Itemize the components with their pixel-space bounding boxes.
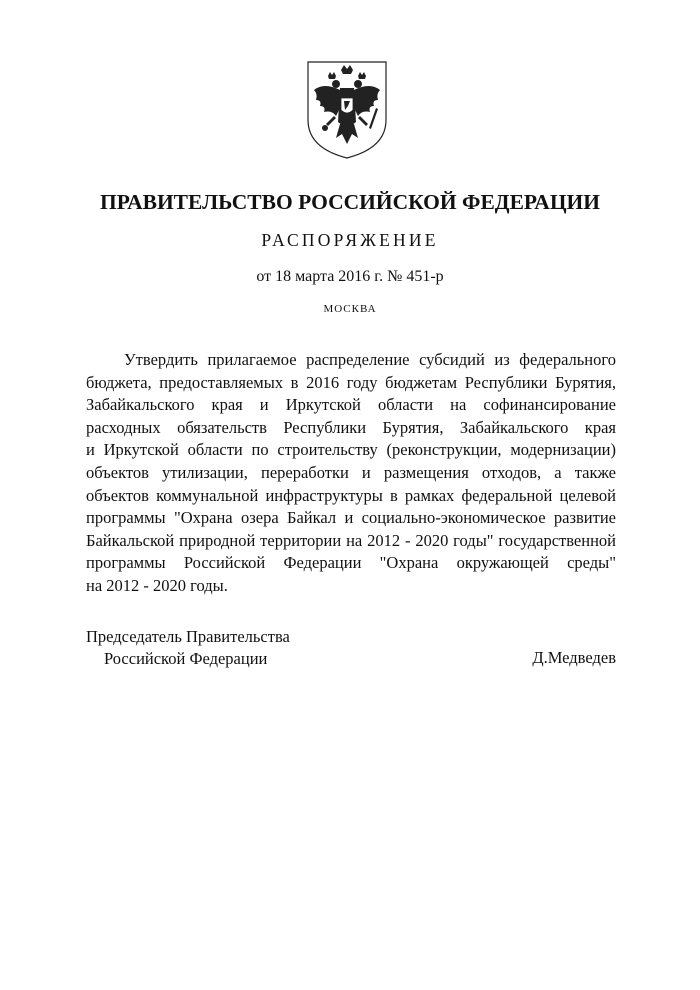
body-line: программы "Охрана озера Байкал и социально-экономическое развитие (86, 508, 616, 528)
body-line: объектов коммунальной инфраструктуры в рамках федеральной целевой (86, 485, 616, 505)
signatory-position (86, 626, 290, 670)
body-line: Байкальской природной территории на 2012 - 2020 годы" государственной (86, 530, 616, 550)
body-line: и Иркутской области по строительству (реконструкции, модернизации) (86, 440, 616, 460)
body-line: расходных обязательств Республики Бурятия, Забайкальского края (86, 417, 616, 437)
document-type: РАСПОРЯЖЕНИЕ (261, 230, 439, 250)
coat-of-arms-icon (306, 60, 388, 160)
body-line: программы Российской Федерации "Охрана окружающей среды" (86, 553, 616, 573)
body-line: Утвердить прилагаемое распределение субсидий из федерального (124, 350, 616, 369)
date-number-line: от 18 марта 2016 г. № 451-р (256, 268, 444, 285)
signatory-name: Д.Медведев (532, 648, 616, 667)
body-line: объектов утилизации, переработки и размещения отходов, а также (86, 462, 616, 482)
government-title: ПРАВИТЕЛЬСТВО РОССИЙСКОЙ ФЕДЕРАЦИИ (99, 190, 600, 214)
body-line: бюджета, предоставляемых в 2016 году бюджетам Республики Бурятия, (86, 372, 616, 392)
order-body (86, 349, 616, 598)
body-line: на 2012 - 2020 годы. (86, 575, 228, 595)
city-label: МОСКВА (323, 303, 377, 315)
body-line: Забайкальского края и Иркутской области на софинансирование (86, 395, 616, 415)
signatory-position-line2: Российской Федерации (104, 649, 268, 668)
signatory-position-line1: Председатель Правительства (86, 627, 290, 646)
